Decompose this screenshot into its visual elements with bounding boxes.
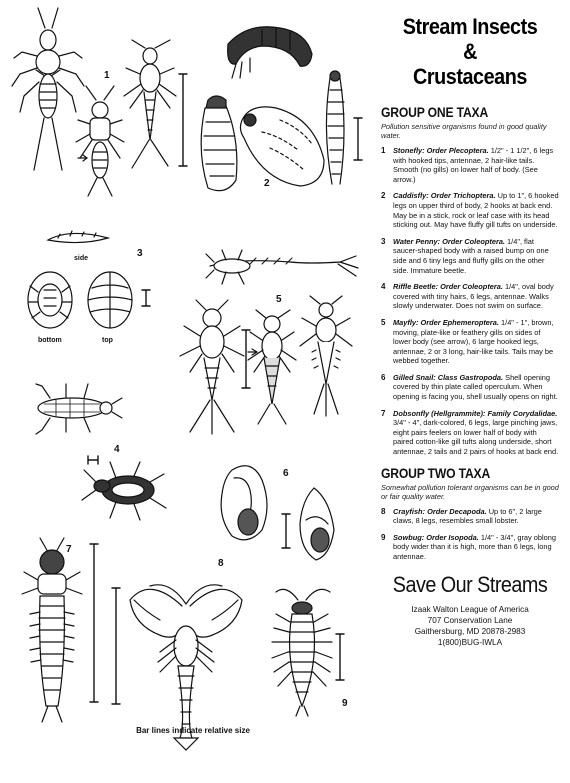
snail-illustrations (221, 466, 334, 560)
taxon-number: 5 (381, 317, 386, 327)
taxon-number: 6 (381, 372, 386, 382)
taxon-item (381, 318, 559, 366)
taxon-item (381, 507, 559, 526)
text-column (381, 14, 559, 779)
crayfish-illustration (112, 558, 242, 750)
taxon-description: 3/4" - 4", dark-colored, 6 legs, large pinching jaws, eight pairs feelers on lower half of body with paired cotton-like gill tufts along underside, short antennae, 2 tails and 2 pairs of hooks at back end. (393, 418, 559, 457)
taxon-number: 4 (381, 282, 386, 292)
caddisfly-illustrations (201, 27, 362, 191)
taxon-item (381, 146, 559, 184)
mayfly-illustrations (180, 250, 358, 434)
label-bottom: bottom (38, 337, 62, 344)
org-street: 707 Conservation Lane (427, 615, 513, 625)
taxon-description: 1/4", oval body covered with tiny hairs, 6 legs, antennae. Walks slowly underwater. Does not swim on surface. (393, 282, 554, 311)
taxon-number: 1 (381, 146, 386, 155)
taxon-item (381, 409, 559, 457)
org-phone: 1(800)BUG-IWLA (437, 637, 503, 647)
title-line-1: Stream Insects (402, 14, 538, 39)
page-title (381, 14, 559, 89)
taxon-number: 8 (381, 506, 386, 516)
group-one-heading: GROUP ONE TAXA (381, 105, 489, 120)
taxon-item (381, 191, 559, 229)
group-one-subtitle: Pollution sensitive organisms found in good quality water. (381, 122, 547, 140)
group-two-heading: GROUP TWO TAXA (381, 465, 491, 481)
taxon-description: 1/4" - 3/4", gray oblong body wider than it is high, more than 6 legs, long antennae. (393, 532, 556, 561)
taxon-description: 1/4" - 1", brown, moving, plate-like or feathery gills on sides of lower body (see arrow), 6 large hooked legs, antennae, 2 or 3 long, hair-like tails. Tails may be webbed together. (393, 317, 554, 366)
organization-address (381, 604, 559, 648)
taxon-description: 1/2" - 1 1/2", 6 legs with hooked tips, antennae, 2 hair-like tails. Smooth (no gills) on lower half of body. (See arrow.) (393, 146, 554, 184)
taxon-description: Shell opening covered by thin plate called operculum. When opening is facing you, shell usually opens on right. (393, 372, 558, 402)
figure-number-5: 5 (276, 294, 282, 305)
figure-number-4: 4 (114, 444, 120, 455)
taxon-description: Up to 6", 2 large claws, 8 legs, resembles small lobster. (393, 506, 542, 526)
taxon-name: Gilled Snail: Class Gastropoda. (393, 372, 504, 382)
taxon-name: Crayfish: Order Decapoda. (393, 506, 487, 516)
group-one-list (381, 146, 559, 457)
taxon-name: Sowbug: Order Isopoda. (393, 532, 479, 542)
taxon-item (381, 237, 559, 275)
save-our-streams-heading: Save Our Streams (392, 571, 548, 597)
taxon-number: 2 (381, 191, 386, 201)
taxon-name: Stonefly: Order Plecoptera. (393, 146, 489, 155)
title-line-3: Crustaceans (413, 64, 527, 89)
taxon-item (381, 533, 559, 562)
stonefly-illustrations (12, 8, 187, 196)
taxon-name: Dobsonfly (Hellgrammite): Family Corydalidae. (393, 408, 558, 418)
org-name: Izaak Walton League of America (411, 604, 529, 614)
sowbug-illustration (272, 589, 348, 716)
taxon-description: Up to 1", 6 hooked legs on upper third of body, 2 hooks at back end. May be in a stick, rock or leaf case with its head sticking out. May have fluffy gill tufts on underside. (393, 191, 559, 230)
taxon-number: 7 (381, 408, 386, 418)
figure-number-6: 6 (283, 468, 289, 479)
figure-number-9: 9 (342, 698, 348, 709)
group-two-list (381, 507, 559, 562)
taxon-name: Riffle Beetle: Order Coleoptera. (393, 282, 503, 292)
taxon-name: Caddisfly: Order Trichoptera. (393, 191, 496, 201)
taxon-number: 9 (381, 532, 386, 542)
taxon-name: Mayfly: Order Ephemeroptera. (393, 317, 499, 327)
title-line-2: & (463, 39, 477, 64)
taxon-description: 1/4", flat saucer-shaped body with a raised bump on one side and 6 tiny legs and fluffy gills on the other side. Immature beetle. (393, 236, 549, 275)
taxon-item (381, 282, 559, 311)
size-caption: Bar lines indicate relative size (136, 726, 250, 735)
org-city: Gaithersburg, MD 20878-2983 (414, 626, 526, 636)
dobsonfly-illustration (22, 538, 98, 722)
water-penny-illustrations (28, 231, 150, 344)
figure-number-7: 7 (66, 544, 72, 555)
riffle-beetle-illustrations (36, 384, 166, 520)
taxon-name: Water Penny: Order Coleoptera. (393, 236, 505, 246)
figure-number-8: 8 (218, 558, 224, 569)
taxon-number: 3 (381, 236, 386, 246)
group-two-subtitle: Somewhat pollution tolerant organisms can be in good or fair quality water. (381, 482, 559, 501)
figure-number-1: 1 (104, 70, 110, 81)
label-top: top (102, 337, 113, 344)
figure-number-3: 3 (137, 248, 143, 259)
figure-number-2: 2 (264, 178, 270, 189)
label-side: side (74, 255, 89, 262)
taxon-item (381, 373, 559, 402)
